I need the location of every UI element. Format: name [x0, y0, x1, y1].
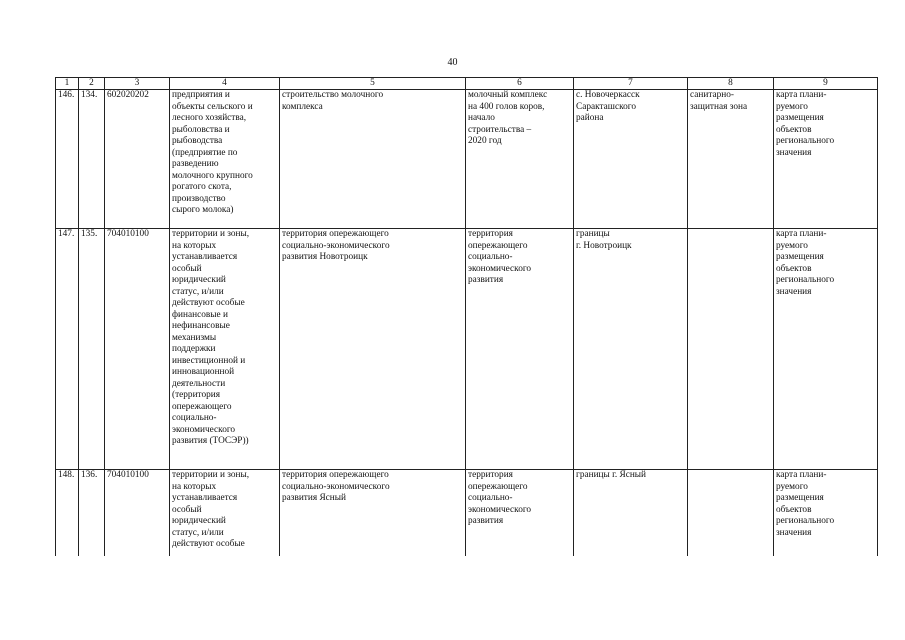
object-code: 704010100	[105, 229, 170, 470]
planning-objects-table	[55, 77, 878, 556]
header-row	[56, 78, 878, 90]
row-subnumber: 134.	[79, 90, 105, 229]
object-category: территории и зоны, на которых устанавливается особый юридический статус, и/или действуют особые	[170, 470, 280, 557]
column-header-4: 4	[170, 78, 280, 90]
object-characteristics: территория опережающего социально- экономического развития	[466, 229, 574, 470]
table-row	[56, 470, 878, 557]
object-code: 602020202	[105, 90, 170, 229]
object-location: границы г. Новотроицк	[574, 229, 688, 470]
column-header-3: 3	[105, 78, 170, 90]
row-number: 148.	[56, 470, 79, 557]
column-header-6: 6	[466, 78, 574, 90]
column-header-2: 2	[79, 78, 105, 90]
row-subnumber: 136.	[79, 470, 105, 557]
column-header-8: 8	[688, 78, 774, 90]
object-zone	[688, 470, 774, 557]
column-header-7: 7	[574, 78, 688, 90]
object-zone	[688, 229, 774, 470]
table-row	[56, 229, 878, 470]
object-characteristics: территория опережающего социально- экономического развития	[466, 470, 574, 557]
object-note: карта плани- руемого размещения объектов регионального значения	[774, 470, 878, 557]
object-category: территории и зоны, на которых устанавливается особый юридический статус, и/или действуют особые финансовые и нефинансовые механизмы поддержки инвестиционной и инновационной деятельности (территория опережающего социально- экономического развития (ТОСЭР))	[170, 229, 280, 470]
object-name: территория опережающего социально-экономического развития Ясный	[280, 470, 466, 557]
row-subnumber: 135.	[79, 229, 105, 470]
object-location: границы г. Ясный	[574, 470, 688, 557]
row-number: 147.	[56, 229, 79, 470]
object-note: карта плани- руемого размещения объектов регионального значения	[774, 90, 878, 229]
object-characteristics: молочный комплекс на 400 голов коров, начало строительства – 2020 год	[466, 90, 574, 229]
table-row	[56, 90, 878, 229]
object-zone: санитарно- защитная зона	[688, 90, 774, 229]
object-note: карта плани- руемого размещения объектов регионального значения	[774, 229, 878, 470]
column-header-9: 9	[774, 78, 878, 90]
object-code: 704010100	[105, 470, 170, 557]
page-number: 40	[447, 57, 458, 68]
object-name: территория опережающего социально-экономического развития Новотроицк	[280, 229, 466, 470]
row-number: 146.	[56, 90, 79, 229]
object-location: с. Новочеркасск Саракташского района	[574, 90, 688, 229]
object-category: предприятия и объекты сельского и лесного хозяйства, рыболовства и рыбоводства (предприятие по разведению молочного крупного рогатого скота, производство сырого молока)	[170, 90, 280, 229]
object-name: строительство молочного комплекса	[280, 90, 466, 229]
column-header-5: 5	[280, 78, 466, 90]
column-header-1: 1	[56, 78, 79, 90]
